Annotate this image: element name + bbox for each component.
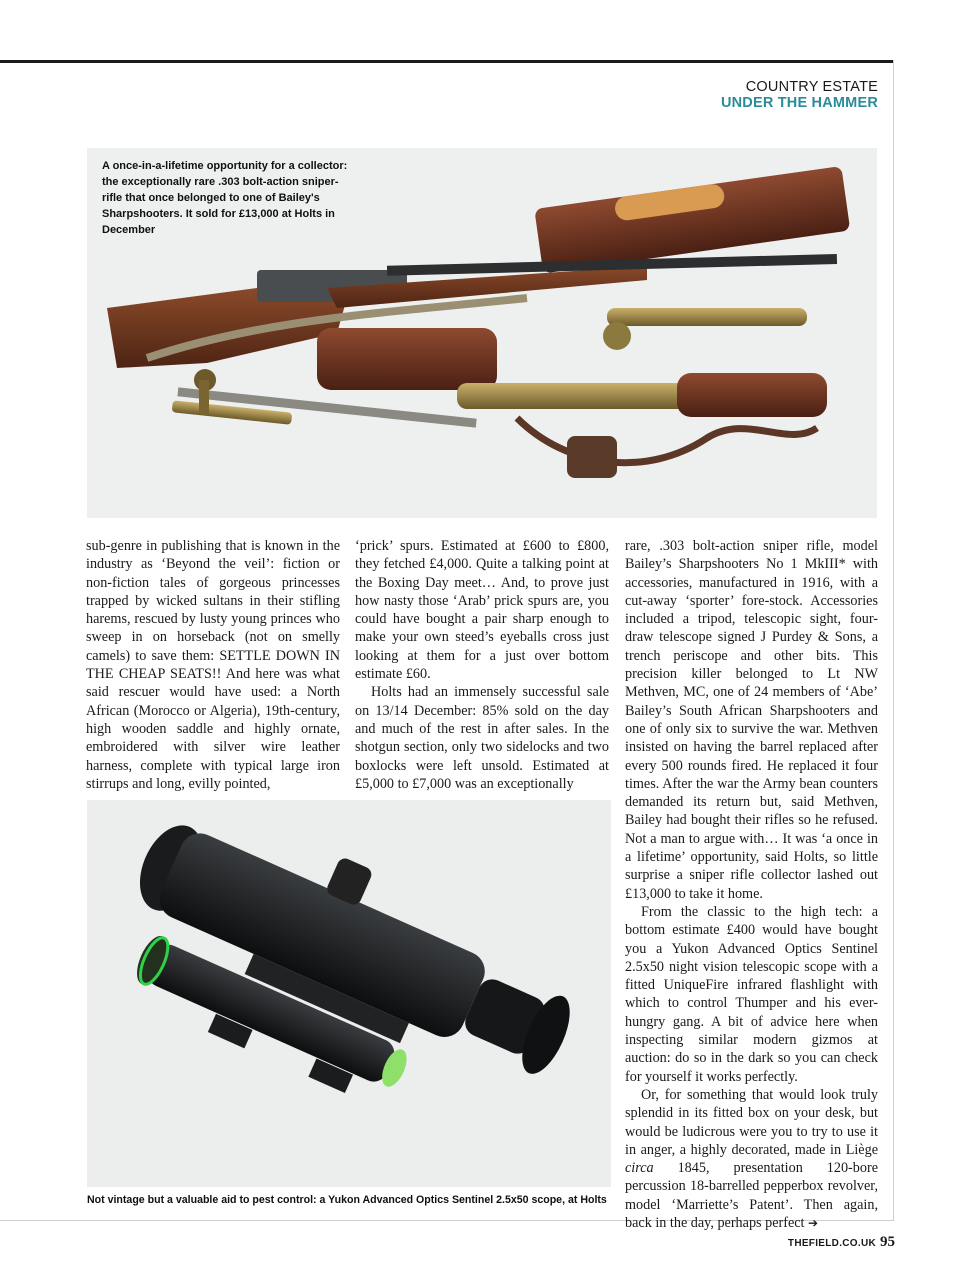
rifle-photo xyxy=(87,148,877,518)
paragraph: Holts had an immensely successful sale on 13/14 December: 85% sold on the day and much of the rest in after sales. In the shotgun section, only two sidelocks and two boxlocks were left unsold. Estimated at £5,000 to £7,000 was an exceptionally xyxy=(355,684,609,792)
small-pouch xyxy=(567,436,617,478)
section-header xyxy=(721,79,878,111)
italic-text: circa xyxy=(625,1160,654,1177)
footer-site: THEFIELD.CO.UK xyxy=(787,1238,876,1249)
scope-body xyxy=(153,827,491,1043)
telescope-leather xyxy=(677,373,827,417)
leather-strap xyxy=(517,418,817,463)
top-rule xyxy=(0,60,893,63)
paragraph: ‘prick’ spurs. Estimated at £600 to £800, they fetched £4,000. Quite a talking point at the Boxing Day meet… And, to prove just how nasty those ‘Arab’ prick spurs are, you could have bought a pair sharp enough to make your own steed’s eyeballs cross just looking at them for a just over bottom estimate £60. xyxy=(355,538,609,683)
page-number: 95 xyxy=(880,1234,895,1250)
page-footer xyxy=(788,1234,895,1251)
article-column-3 xyxy=(625,537,878,1232)
article-column-2 xyxy=(355,537,609,793)
top-photo-caption: A once-in-a-lifetime opportunity for a collector: the exceptionally rare .303 bolt-action sniper-rifle that once belonged to one of Bailey's Sharpshooters. It sold for £13,000 at Holts in December xyxy=(102,160,348,236)
right-rule xyxy=(893,60,894,1220)
paragraph: sub-genre in publishing that is known in the industry as ‘Beyond the veil’: fiction or non-fiction tales of gorgeous princesses trapped by wicked sultans in their stifling harems, rescued by lusty young princes who sweep in on horseback (not on smelly camels) to save them: SETTLE DOWN IN THE CHEAP SEATS!! And here was what said rescuer would have used: a North African (Morocco or Algeria), 19th-century, high wooden saddle and highly ornate, embroidered with silver wire leather harness, complete with typical large iron stirrups and long, evilly pointed, xyxy=(86,538,340,792)
text-run: 1845, presentation 120-bore percussion 18-barrelled pepperbox revolver, model ‘Marriette’s Patent’. Then again, back in the day, perhaps perfect xyxy=(625,1160,878,1231)
scope-photo xyxy=(87,800,611,1187)
paragraph: From the classic to the high tech: a bottom estimate £400 would have bought you a Yukon Advanced Optics Sentinel 2.5x50 night vision telescopic scope with a fitted UniqueFire infrared flashlight with which to control Thumper and his ever-hungry gang. A bit of advice here when inspecting similar modern gizmos at auction: do so in the dark so you can check for yourself it works perfectly. xyxy=(625,903,878,1085)
scope-illustration xyxy=(87,800,611,1187)
continue-arrow-icon: ➔ xyxy=(808,1215,819,1230)
article-column-1 xyxy=(86,537,340,793)
leather-pouch xyxy=(317,328,497,390)
sight-eyepiece xyxy=(603,322,631,350)
section-kicker: COUNTRY ESTATE xyxy=(745,79,878,95)
bottom-photo-caption: Not vintage but a valuable aid to pest control: a Yukon Advanced Optics Sentinel 2.5x50 scope, at Holts xyxy=(87,1194,607,1206)
section-subtitle: UNDER THE HAMMER xyxy=(720,95,878,111)
paragraph-last xyxy=(625,1086,878,1232)
telescopic-sight xyxy=(607,308,807,326)
periscope-stem xyxy=(199,380,209,414)
brass-telescope xyxy=(457,383,687,409)
paragraph: rare, .303 bolt-action sniper rifle, model Bailey’s Sharpshooters No 1 MkIII* with accessories, manufactured in 1916, with a cut-away ‘sporter’ fore-stock. Accessories included a tripod, telescopic sight, four-draw telescope signed J Purdey & Sons, a trench periscope and other bits. This precision killer belonged to Lt NW Methven, MC, one of 24 members of ‘Abe’ Bailey’s South African Sharpshooters and one of only six to survive the war. Methven insisted on having the barrel replaced after every 500 rounds fired. He replaced it four times. After the war the Army bean counters demanded its return but, said Methven, Bailey had bought their rifles so he refused. Not a man to argue with… It was ‘a once in a lifetime’ opportunity, said Holts, so little surprise a sniper rifle collector lashed out £13,000 to take it home. xyxy=(625,538,878,902)
text-run: Or, for something that would look truly splendid in its fitted box on your desk, but would be ludicrous were you to try to use it in anger, a highly decorated, made in Liège xyxy=(625,1086,878,1158)
